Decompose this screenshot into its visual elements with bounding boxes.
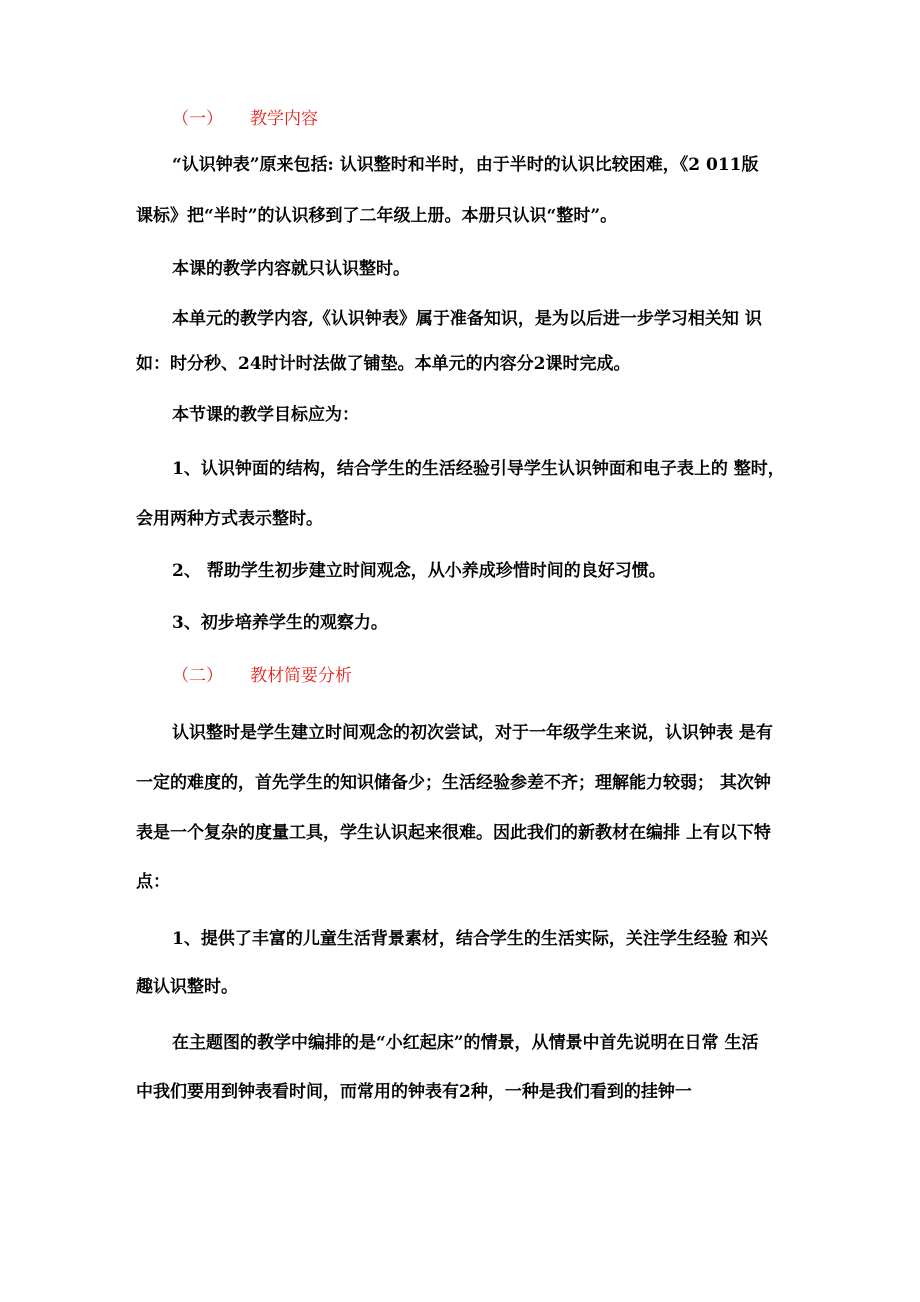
goal-line: 会用两种方式表示整时。: [136, 509, 323, 529]
paragraph-line: 点：: [136, 872, 170, 892]
paragraph-line: 本节课的教学目标应为：: [172, 405, 359, 425]
paragraph-line: 本课的教学内容就只认识整时。: [172, 259, 410, 279]
paragraph-line: 认识整时是学生建立时间观念的初次尝试，对于一年级学生来说，认识钟表 是有: [172, 723, 773, 743]
paragraph-line: “认识钟表”原来包括: 认识整时和半时，由于半时的认识比较困难，《2 011版: [172, 155, 759, 175]
section-number: （二）: [172, 666, 223, 686]
goal-line: 1、认识钟面的结构，结合学生的生活经验引导学生认识钟面和电子表上的 整时，: [172, 459, 785, 479]
section-heading-2: [172, 665, 920, 687]
paragraph-line: 本单元的教学内容,《认识钟表》属于准备知识，是为以后进一步学习相关知 识: [172, 309, 762, 329]
paragraph-line: 一定的难度的，首先学生的知识储备少；生活经验参差不齐；理解能力较弱； 其次钟: [136, 773, 771, 793]
paragraph-line: 如：时分秒、24时计时法做了铺垫。本单元的内容分2课时完成。: [136, 354, 631, 374]
feature-line: 1、提供了丰富的儿童生活背景素材，结合学生的生活实际，关注学生经验 和兴: [172, 929, 768, 949]
section-title: 教材简要分析: [250, 666, 352, 686]
goal-line: 2、 帮助学生初步建立时间观念，从小养成珍惜时间的良好习惯。: [172, 561, 666, 581]
paragraph-line: 中我们要用到钟表看时间，而常用的钟表有2种，一种是我们看到的挂钟一: [136, 1082, 692, 1102]
section-number: （一）: [172, 109, 223, 129]
paragraph-line: 在主题图的教学中编排的是“小红起床”的情景，从情景中首先说明在日常 生活: [172, 1033, 759, 1053]
paragraph-line: 表是一个复杂的度量工具，学生认识起来很难。因此我们的新教材在编排 上有以下特: [136, 823, 771, 843]
goal-line: 3、初步培养学生的观察力。: [172, 613, 388, 633]
section-title: 教学内容: [250, 109, 318, 129]
section-heading-1: [172, 108, 920, 130]
paragraph-line: 课标》把“半时”的认识移到了二年级上册。本册只认识“整时”。: [136, 206, 618, 226]
feature-line: 趣认识整时。: [136, 977, 238, 997]
